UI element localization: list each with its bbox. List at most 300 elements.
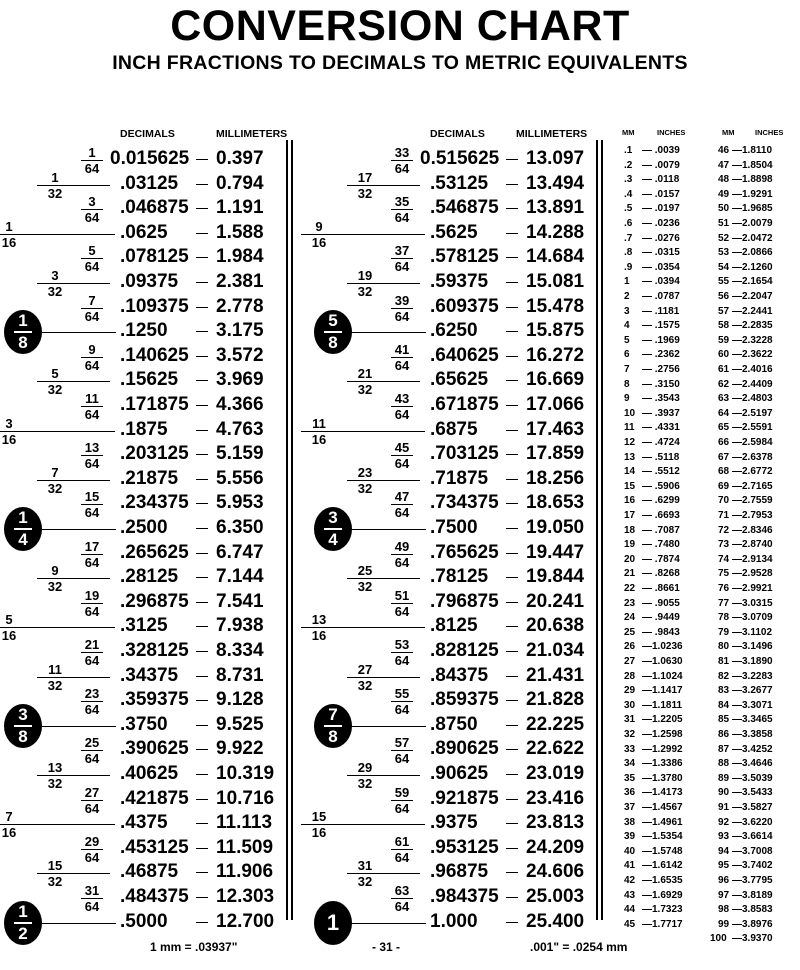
left-fraction-64th-denominator: 64 <box>84 849 100 865</box>
left-fraction-32nd-numerator: 1 <box>51 169 59 185</box>
left-fraction-32nd-denominator: 32 <box>47 776 63 791</box>
left-leader-dash <box>196 405 208 406</box>
left-fraction-16th-numerator: 7 <box>5 809 13 825</box>
right-fraction-16th-numerator: 13 <box>311 612 327 628</box>
mm-table-2-inches: —3.9370 <box>732 933 773 945</box>
right-leader-dash <box>506 848 518 849</box>
left-guide-line <box>40 873 110 874</box>
right-fraction-64th-denominator: 64 <box>394 899 410 914</box>
right-decimal-value: .8750 <box>430 713 478 735</box>
mm-table-1-mm: .6 <box>624 218 633 229</box>
right-leader-dash <box>506 749 518 750</box>
mm-table-1-inches: —1.1024 <box>642 670 683 682</box>
right-leader-dash <box>506 430 518 431</box>
left-millimeter-value: 11.509 <box>216 836 274 858</box>
mm-table-1-mm: 23 <box>624 597 636 609</box>
right-fraction-64th-denominator: 64 <box>394 849 410 865</box>
left-leader-dash <box>196 184 208 185</box>
mm-table-1-mm: .4 <box>624 188 633 200</box>
mm-table-1-mm: 40 <box>624 845 636 857</box>
left-decimal-value: .28125 <box>120 566 179 588</box>
mm-table-1-mm: 1 <box>624 276 630 288</box>
mm-table-1-inches: — .5906 <box>642 480 680 492</box>
right-guide-line <box>352 332 426 333</box>
mm-table-1-mm: .8 <box>624 247 633 259</box>
left-guide-line <box>0 431 115 432</box>
mm-table-2-inches: —1.8898 <box>732 174 773 186</box>
right-fraction-64th-denominator: 64 <box>394 259 410 275</box>
mm-table-2-mm: 48 <box>718 174 730 186</box>
left-leader-dash <box>196 897 208 898</box>
left-fraction-32nd-numerator: 7 <box>51 464 59 480</box>
mm-table-1-inches: — .2362 <box>642 349 680 361</box>
mm-table-2-mm: 94 <box>718 845 730 857</box>
left-leader-dash <box>196 380 208 381</box>
mm-table-2-mm: 60 <box>718 349 730 361</box>
right-millimeter-value: 22.622 <box>526 738 585 760</box>
right-fraction-64th-denominator: 64 <box>394 800 410 816</box>
left-guide-line <box>42 529 116 530</box>
mm-table-1-mm: 25 <box>624 626 636 638</box>
mm-table-1-mm: 6 <box>624 349 630 361</box>
right-fraction-32nd-denominator: 32 <box>357 480 373 496</box>
right-fraction-64th-denominator: 64 <box>394 505 410 521</box>
right-leader-dash <box>506 159 518 160</box>
mm-table-2-inches: —2.5197 <box>732 407 773 419</box>
mm-table-1-inches: — .3150 <box>642 378 680 390</box>
left-big-fraction-numerator: 1 <box>18 901 28 921</box>
right-fraction-64th-numerator: 53 <box>394 637 410 652</box>
mm-table-2-inches: —3.8976 <box>732 918 773 930</box>
mm-table-2-mm: 50 <box>718 203 730 215</box>
left-fraction-64th-numerator: 9 <box>88 341 96 357</box>
mm-table-2-mm: 55 <box>718 276 730 288</box>
mm-table-2-mm: 88 <box>718 758 730 770</box>
mm-table-1-inches: —1.4961 <box>642 816 683 828</box>
left-fraction-16th-denominator: 16 <box>1 431 17 447</box>
right-fraction-16th-numerator: 9 <box>315 218 323 234</box>
right-millimeter-value: 24.209 <box>526 836 585 858</box>
left-guide-line <box>42 923 116 924</box>
left-decimal-value: .421875 <box>120 787 189 809</box>
right-millimeter-value: 23.416 <box>526 787 585 809</box>
right-guide-line <box>350 873 420 874</box>
mm-table-2-mm: 72 <box>718 524 730 536</box>
mm-table-1-inches: —1.6142 <box>642 860 683 872</box>
left-millimeter-value: 4.763 <box>216 418 264 440</box>
mm-table-2-mm: 54 <box>718 261 730 273</box>
left-fraction-32nd-denominator: 32 <box>47 382 63 398</box>
mm-table-1-mm: .1 <box>624 145 633 156</box>
right-leader-dash <box>506 257 518 258</box>
mm-table-2-inches: —3.8189 <box>732 889 773 901</box>
right-big-fraction-badge <box>314 507 352 551</box>
left-leader-dash <box>196 774 208 775</box>
right-decimal-value: .78125 <box>430 566 489 588</box>
right-fraction-32nd-numerator: 27 <box>357 661 373 677</box>
left-decimal-value: .203125 <box>120 443 189 465</box>
left-fraction-64th-denominator: 64 <box>84 505 100 521</box>
mm-table-1-inches: — .5512 <box>642 466 680 478</box>
mm-table-2-inches: —3.2283 <box>732 670 773 682</box>
left-decimal-value: .359375 <box>120 689 189 711</box>
right-decimal-value: .90625 <box>430 763 489 784</box>
mm-table-2-mm: 91 <box>718 802 730 813</box>
right-leader-dash <box>506 233 518 234</box>
right-millimeter-value: 13.494 <box>526 172 585 194</box>
mm-table-2-mm: 82 <box>718 670 730 682</box>
right-decimal-value: .640625 <box>430 344 499 366</box>
left-fraction-64th-numerator: 23 <box>84 686 100 702</box>
mm-table-1-mm: 2 <box>624 291 630 302</box>
left-fraction-64th-denominator: 64 <box>84 800 100 816</box>
right-fraction-64th-numerator: 39 <box>394 292 410 308</box>
right-fraction-64th-numerator: 45 <box>394 440 410 456</box>
mm-table-1-inches: —1.1811 <box>642 699 683 711</box>
right-guide-line <box>350 775 420 776</box>
right-decimal-value: .765625 <box>430 541 499 563</box>
left-big-fraction-numerator: 1 <box>18 508 28 527</box>
left-fraction-64th-denominator: 64 <box>84 357 100 373</box>
right-millimeter-value: 20.241 <box>526 590 585 612</box>
mm-table-2-mm: 46 <box>718 145 730 156</box>
millimeters-header-right: MILLIMETERS <box>516 128 588 140</box>
mm-table-1-mm: 28 <box>624 670 636 682</box>
mm-table-2-inches: —2.8740 <box>732 539 773 551</box>
right-leader-dash <box>506 331 518 332</box>
right-big-fraction-badge <box>314 704 352 748</box>
mm-table-2-mm: 98 <box>718 904 730 916</box>
right-millimeter-value: 21.828 <box>526 689 585 711</box>
right-millimeter-value: 21.034 <box>526 640 585 661</box>
left-leader-dash <box>196 626 208 627</box>
left-millimeter-value: 6.350 <box>216 517 264 538</box>
right-guide-line <box>350 480 420 481</box>
mm-table-2-inches: —2.6772 <box>732 466 773 478</box>
left-leader-dash <box>196 159 208 160</box>
page-subtitle: INCH FRACTIONS TO DECIMALS TO METRIC EQUIVALENTS <box>112 52 688 74</box>
mm-table-1-mm: 29 <box>624 685 636 697</box>
right-decimal-value: .734375 <box>430 492 499 514</box>
left-decimal-value: .3125 <box>120 615 168 637</box>
left-millimeter-value: 11.113 <box>216 812 273 834</box>
page-title: CONVERSION CHART <box>170 2 630 50</box>
mm-table-2-inches: —2.2047 <box>732 291 773 302</box>
right-millimeter-value: 23.813 <box>526 812 585 834</box>
left-fraction-16th-numerator: 5 <box>5 612 13 628</box>
left-millimeter-value: 9.922 <box>216 738 264 760</box>
mm-table-2-mm: 58 <box>718 320 730 332</box>
right-leader-dash <box>506 725 518 726</box>
mm-table-1-inches: — .3543 <box>642 393 680 405</box>
left-fraction-64th-numerator: 17 <box>84 538 100 554</box>
footer-inch-equivalence: .001" = .0254 mm <box>530 940 628 954</box>
left-guide-line <box>0 234 115 235</box>
right-millimeter-value: 17.859 <box>526 443 585 465</box>
mm-table-2-inches: —3.0709 <box>732 612 773 624</box>
mm-table-1-inches: — .7087 <box>642 524 680 536</box>
left-leader-dash <box>196 282 208 283</box>
right-fraction-64th-denominator: 64 <box>394 702 410 718</box>
left-fraction-32nd-numerator: 9 <box>51 563 59 579</box>
mm-table-2-inches: —3.0315 <box>732 597 773 609</box>
mm-table-1-inches: — .7874 <box>642 553 680 565</box>
left-millimeter-value: 7.144 <box>216 566 264 588</box>
right-leader-dash <box>506 405 518 406</box>
mm-table-1-inches: — .4724 <box>642 437 680 448</box>
right-fraction-64th-numerator: 51 <box>394 587 410 603</box>
right-fraction-64th-denominator: 64 <box>394 210 410 226</box>
mm-table-1-inches: — .9055 <box>642 597 680 609</box>
mm-table-1-inches: — .2756 <box>642 364 680 375</box>
mm-table-2-mm: 64 <box>718 407 730 419</box>
left-millimeter-value: 3.969 <box>216 369 264 391</box>
left-leader-dash <box>196 454 208 455</box>
right-guide-line <box>350 578 420 579</box>
mm-table-1-mm: 44 <box>624 904 636 916</box>
right-leader-dash <box>506 922 518 923</box>
mm-table-2-inches: —2.9921 <box>732 583 773 594</box>
mm-table-1-mm: 4 <box>624 320 630 332</box>
left-leader-dash <box>196 676 208 677</box>
left-decimal-value: .234375 <box>120 492 189 514</box>
mm-header-2: MM <box>722 128 735 137</box>
mm-table-2-inches: —2.4016 <box>732 364 773 375</box>
mm-table-2-mm: 53 <box>718 247 730 259</box>
mm-table-1-inches: —1.1417 <box>642 685 683 697</box>
left-big-fraction-denominator: 8 <box>18 333 28 353</box>
right-big-fraction-denominator: 8 <box>328 726 338 746</box>
mm-table-1-inches: —1.7323 <box>642 904 683 916</box>
left-guide-line <box>42 332 116 333</box>
mm-table-2-inches: —3.7008 <box>732 845 773 857</box>
left-decimal-value: .46875 <box>120 861 179 883</box>
mm-table-1-mm: 43 <box>624 889 636 901</box>
right-leader-dash <box>506 700 518 701</box>
inches-header-2: INCHES <box>755 128 784 137</box>
mm-table-2-mm: 71 <box>718 510 730 521</box>
mm-table-2-mm: 66 <box>718 437 730 448</box>
mm-table-2-inches: —2.5591 <box>732 422 773 434</box>
left-leader-dash <box>196 503 208 504</box>
right-millimeter-value: 23.019 <box>526 763 585 784</box>
right-fraction-64th-numerator: 49 <box>394 538 410 554</box>
right-leader-dash <box>506 503 518 504</box>
mm-table-1-mm: 36 <box>624 787 636 799</box>
left-leader-dash <box>196 479 208 480</box>
mm-table-1-inches: — .8661 <box>642 583 680 594</box>
mm-table-2-inches: —3.7402 <box>732 860 773 872</box>
right-decimal-value: .7500 <box>430 517 478 538</box>
mm-table-2-mm: 96 <box>718 875 730 886</box>
right-millimeter-value: 24.606 <box>526 861 585 883</box>
right-guide-line <box>352 923 426 924</box>
right-decimal-value: .953125 <box>430 836 499 858</box>
mm-table-2-inches: —3.4646 <box>732 758 773 770</box>
left-millimeter-value: 1.191 <box>216 197 264 219</box>
right-millimeter-value: 25.003 <box>526 886 585 907</box>
right-fraction-32nd-numerator: 31 <box>357 858 373 874</box>
mm-table-1-mm: 3 <box>624 305 630 317</box>
right-fraction-64th-numerator: 43 <box>394 391 410 406</box>
mm-table-1-mm: .3 <box>624 174 633 186</box>
left-millimeter-value: 11.906 <box>216 861 274 883</box>
mm-table-1-inches: —1.2992 <box>642 743 683 755</box>
left-decimal-value: .09375 <box>120 271 179 292</box>
left-millimeter-value: 5.953 <box>216 492 264 514</box>
mm-table-2-inches: —2.0472 <box>732 232 773 244</box>
mm-table-2-inches: —3.1102 <box>732 626 773 638</box>
mm-table-2-mm: 67 <box>718 451 730 463</box>
mm-table-2-mm: 100 <box>710 933 727 945</box>
left-millimeter-value: 1.984 <box>216 246 264 268</box>
mm-table-2-mm: 95 <box>718 860 730 872</box>
left-fraction-32nd-numerator: 5 <box>51 366 59 382</box>
left-guide-line <box>40 578 110 579</box>
left-fraction-16th-denominator: 16 <box>1 234 17 250</box>
mm-table-2-inches: —2.3622 <box>732 349 773 361</box>
left-millimeter-value: 12.700 <box>216 910 275 932</box>
column-divider <box>601 140 603 920</box>
right-fraction-32nd-denominator: 32 <box>357 284 373 299</box>
mm-table-2-mm: 97 <box>718 889 730 901</box>
right-decimal-value: .6875 <box>430 418 478 440</box>
left-millimeter-value: 2.381 <box>216 271 264 292</box>
right-guide-line <box>350 283 420 284</box>
left-leader-dash <box>196 356 208 357</box>
left-leader-dash <box>196 799 208 800</box>
left-guide-line <box>40 283 110 284</box>
mm-table-1-mm: 21 <box>624 568 636 580</box>
right-millimeter-value: 16.669 <box>526 369 585 391</box>
right-decimal-value: 1.000 <box>430 910 478 932</box>
right-fraction-64th-numerator: 61 <box>394 833 410 849</box>
left-fraction-32nd-denominator: 32 <box>47 677 63 693</box>
right-leader-dash <box>506 651 518 652</box>
right-decimal-value: .59375 <box>430 271 489 292</box>
left-fraction-64th-numerator: 5 <box>88 243 96 259</box>
right-leader-dash <box>506 577 518 578</box>
mm-table-2-mm: 59 <box>718 334 730 346</box>
left-fraction-64th-denominator: 64 <box>84 259 100 275</box>
mm-table-2-inches: —3.5039 <box>732 772 773 784</box>
mm-table-2-inches: —2.8346 <box>732 524 773 536</box>
left-millimeter-value: 7.541 <box>216 590 264 612</box>
mm-table-2-mm: 92 <box>718 816 730 828</box>
mm-table-2-mm: 93 <box>718 831 730 843</box>
mm-table-2-inches: —3.1496 <box>732 641 773 653</box>
right-guide-line <box>352 529 426 530</box>
left-leader-dash <box>196 553 208 554</box>
left-fraction-64th-numerator: 31 <box>84 883 100 898</box>
right-decimal-value: .84375 <box>430 664 489 686</box>
left-guide-line <box>40 480 110 481</box>
left-decimal-value: .390625 <box>120 738 189 760</box>
mm-table-2-mm: 81 <box>718 656 730 667</box>
mm-table-2-mm: 86 <box>718 729 730 740</box>
mm-table-1-mm: 13 <box>624 451 636 463</box>
right-decimal-value: .9375 <box>430 812 478 834</box>
left-millimeter-value: 3.572 <box>216 344 264 366</box>
right-decimal-value: .921875 <box>430 787 499 809</box>
mm-table-1-mm: 32 <box>624 729 636 740</box>
mm-table-1-inches: — .4331 <box>642 422 680 434</box>
right-millimeter-value: 13.097 <box>526 148 585 169</box>
right-fraction-16th-denominator: 16 <box>311 234 327 250</box>
left-leader-dash <box>196 233 208 234</box>
footer-mm-equivalence: 1 mm = .03937" <box>150 940 238 954</box>
mm-table-2-mm: 57 <box>718 305 730 317</box>
right-decimal-value: .671875 <box>430 394 499 415</box>
mm-table-2-inches: —2.0866 <box>732 247 773 259</box>
mm-table-2-inches: —1.8504 <box>732 159 773 171</box>
right-fraction-64th-numerator: 47 <box>394 489 410 505</box>
right-fraction-16th-denominator: 16 <box>311 825 327 841</box>
left-guide-line <box>40 677 110 678</box>
mm-table-2-inches: —2.4803 <box>732 393 773 405</box>
left-fraction-32nd-denominator: 32 <box>47 185 63 201</box>
mm-table-2-mm: 76 <box>718 583 730 594</box>
mm-table-2-inches: —3.5433 <box>732 787 773 799</box>
mm-table-2-inches: —1.9685 <box>732 203 773 215</box>
left-guide-line <box>40 381 110 382</box>
left-big-fraction-badge <box>4 704 42 748</box>
left-decimal-value: .0625 <box>120 221 168 243</box>
right-millimeter-value: 14.288 <box>526 221 585 243</box>
mm-table-2-mm: 87 <box>718 743 730 755</box>
left-leader-dash <box>196 307 208 308</box>
mm-header-1: MM <box>622 128 635 137</box>
left-big-fraction-denominator: 4 <box>18 530 28 549</box>
left-millimeter-value: 6.747 <box>216 541 264 563</box>
left-millimeter-value: 0.397 <box>216 148 264 169</box>
left-leader-dash <box>196 331 208 332</box>
right-fraction-32nd-numerator: 19 <box>357 268 373 283</box>
left-guide-line <box>42 726 116 727</box>
left-fraction-64th-denominator: 64 <box>84 603 100 619</box>
right-fraction-64th-numerator: 35 <box>394 194 410 210</box>
right-leader-dash <box>506 479 518 480</box>
right-fraction-64th-numerator: 33 <box>394 145 410 160</box>
mm-table-1-mm: 45 <box>624 918 636 930</box>
mm-table-1-mm: 39 <box>624 831 636 843</box>
mm-table-1-mm: 26 <box>624 641 636 653</box>
mm-table-1-mm: .9 <box>624 261 633 273</box>
right-decimal-value: .828125 <box>430 640 499 661</box>
left-fraction-32nd-numerator: 3 <box>51 268 59 283</box>
left-fraction-64th-denominator: 64 <box>84 653 100 668</box>
mm-table-1-inches: — .9449 <box>642 612 680 624</box>
right-fraction-32nd-denominator: 32 <box>357 677 373 693</box>
left-leader-dash <box>196 700 208 701</box>
right-decimal-value: .578125 <box>430 246 499 268</box>
left-fraction-64th-numerator: 19 <box>84 587 100 603</box>
right-fraction-64th-denominator: 64 <box>394 161 410 176</box>
left-leader-dash <box>196 430 208 431</box>
right-millimeter-value: 22.225 <box>526 713 585 735</box>
mm-table-1-mm: 37 <box>624 802 636 813</box>
mm-table-2-mm: 49 <box>718 188 730 200</box>
mm-table-2-inches: —2.7165 <box>732 480 773 492</box>
right-fraction-16th-numerator: 11 <box>312 415 326 431</box>
mm-table-1-mm: 31 <box>624 714 636 726</box>
mm-table-2-inches: —3.3465 <box>732 714 773 726</box>
right-decimal-value: .71875 <box>430 467 489 489</box>
right-fraction-32nd-numerator: 21 <box>357 366 373 382</box>
mm-table-2-inches: —2.7953 <box>732 510 773 521</box>
mm-table-2-inches: —3.2677 <box>732 685 773 697</box>
right-fraction-32nd-numerator: 29 <box>357 760 373 775</box>
